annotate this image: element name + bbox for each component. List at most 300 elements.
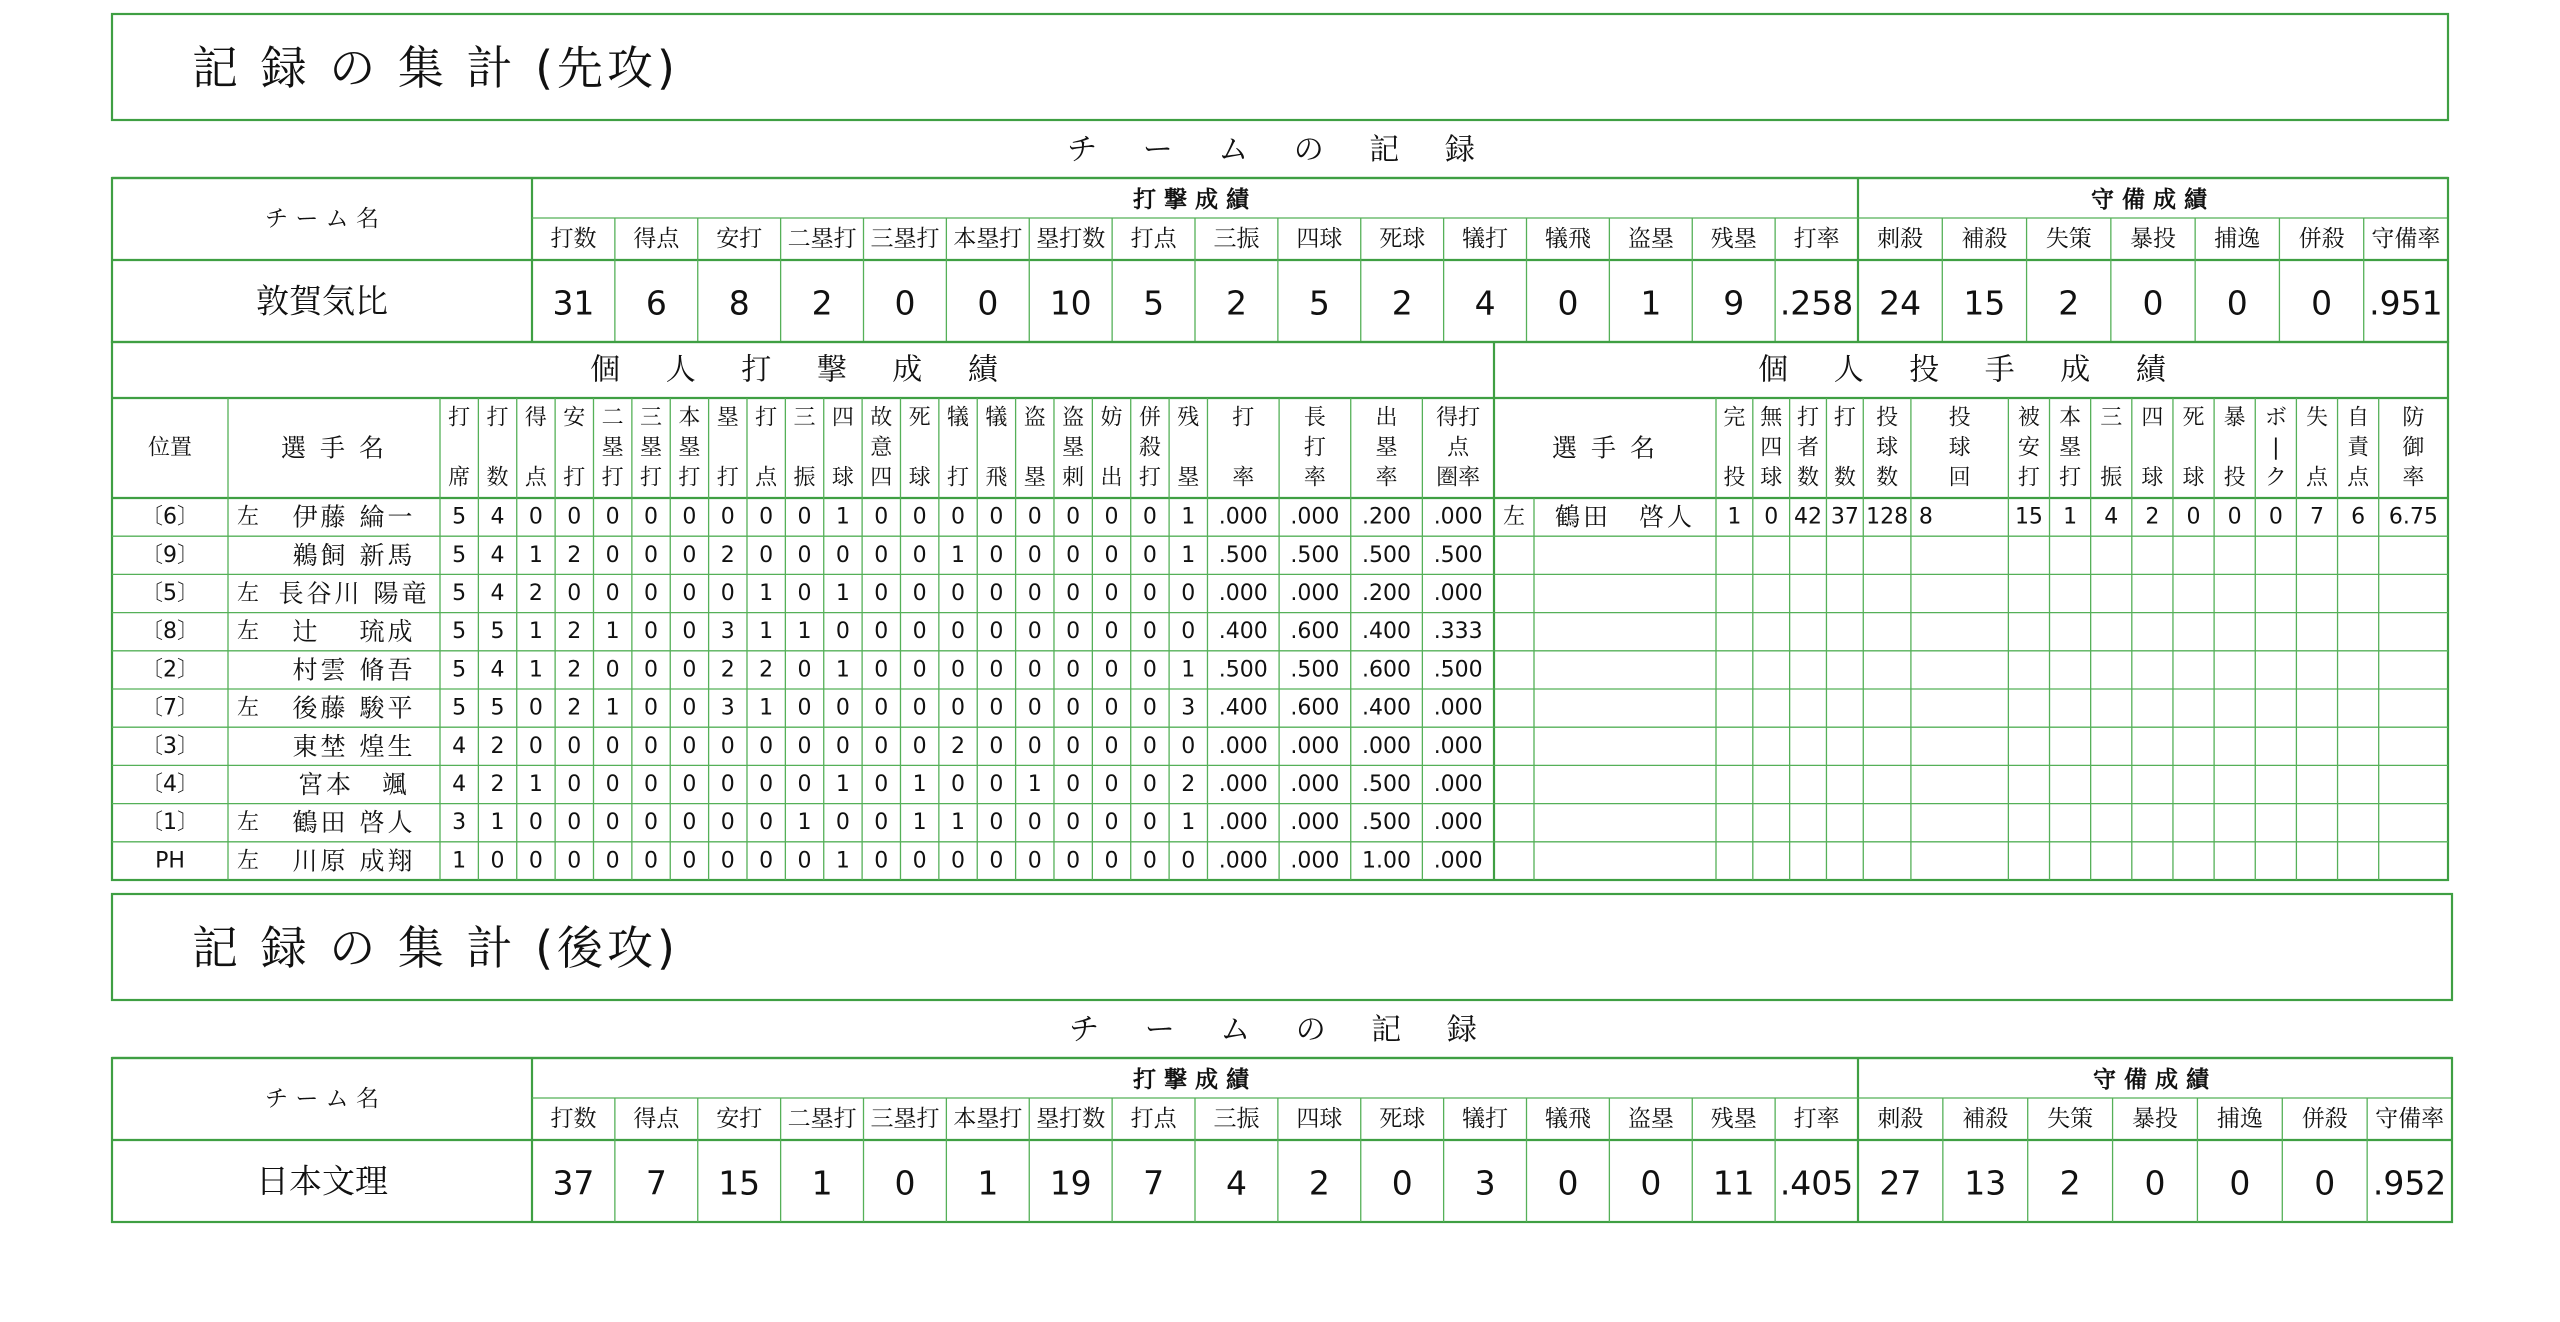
batter-stat: 0 — [644, 542, 659, 568]
batter-stat: 2 — [567, 619, 582, 645]
pitcher-stat: 4 — [2104, 504, 2119, 530]
pitching-col-header: 完 — [1723, 405, 1746, 431]
batter-stat: 0 — [874, 810, 889, 836]
batter-hand: 左 — [236, 619, 260, 645]
pitcher-stat: 6.75 — [2388, 504, 2438, 530]
pitching-col-header: 球 — [1760, 465, 1783, 491]
batter-stat: 4 — [490, 581, 505, 606]
batting-col-header: 三塁打 — [870, 226, 940, 252]
batter-stat: .000 — [1433, 733, 1483, 759]
batting-col-header: 塁打数 — [1036, 226, 1106, 252]
batter-stat: 0 — [567, 733, 582, 759]
batter-stat: 2 — [720, 542, 735, 568]
batter-stat: 0 — [1066, 657, 1081, 683]
batting-col-header: 刺 — [1062, 465, 1085, 491]
batter-stat: 0 — [1066, 772, 1081, 797]
fielding-col-header: 失策 — [2047, 1106, 2094, 1132]
batter-stat: 0 — [835, 695, 850, 721]
batter-name: 鵜飼 新馬 — [292, 540, 416, 570]
batting-col-header: 四 — [870, 465, 893, 491]
batter-stat: 0 — [1027, 848, 1042, 874]
pitching-col-header: 振 — [2100, 465, 2123, 491]
batter-stat: 0 — [759, 810, 774, 836]
batter-stat: 0 — [989, 581, 1004, 606]
team-fielding-value: 15 — [1963, 283, 2006, 323]
batter-stat: 1.00 — [1362, 848, 1412, 874]
batter-stat: 0 — [797, 772, 812, 797]
batter-stat: 0 — [989, 657, 1004, 683]
batting-col-header: 点 — [755, 465, 778, 491]
batter-stat: 0 — [1142, 542, 1157, 568]
batter-stat: 0 — [605, 772, 620, 797]
batter-stat: 0 — [951, 619, 966, 645]
batter-stat: 0 — [1027, 695, 1042, 721]
batting-col-header: 塁 — [1375, 435, 1398, 461]
batting-col-header: 球 — [831, 465, 854, 491]
batter-stat: 0 — [874, 772, 889, 797]
batting-col-header: 故 — [870, 405, 893, 431]
batter-stat: 0 — [644, 810, 659, 836]
batting-col-header: 打 — [486, 405, 509, 431]
team-batting-value: 0 — [1640, 1163, 1662, 1203]
batter-stat: 1 — [759, 619, 774, 645]
batter-stat: 5 — [452, 504, 467, 530]
batter-stat: 1 — [797, 619, 812, 645]
batter-stat: 0 — [1142, 848, 1157, 874]
batter-stat: 0 — [1066, 810, 1081, 836]
batting-col-header: 打 — [601, 465, 624, 491]
batter-stat: 0 — [1066, 733, 1081, 759]
batter-stat: 1 — [605, 619, 620, 645]
batter-stat: .500 — [1218, 657, 1268, 683]
batter-stat: .000 — [1433, 772, 1483, 797]
pitching-col-header: 点 — [2347, 465, 2370, 491]
team-fielding-value: 0 — [2142, 283, 2164, 323]
fielding-col-header: 守備率 — [2375, 1106, 2445, 1132]
batter-stat: 0 — [759, 504, 774, 530]
pitching-col-header: 数 — [1876, 465, 1899, 491]
batter-name: 川原 成翔 — [292, 846, 416, 876]
batter-stat: 0 — [835, 810, 850, 836]
position-label: 位置 — [147, 435, 193, 461]
team-batting-value: 19 — [1049, 1163, 1092, 1203]
batter-stat: .400 — [1218, 619, 1268, 645]
batting-col-header: 意 — [870, 435, 893, 461]
batter-stat: 0 — [682, 810, 697, 836]
batting-col-header: 飛 — [985, 465, 1008, 491]
fielding-col-header: 捕逸 — [2214, 226, 2261, 252]
batter-stat: 0 — [605, 542, 620, 568]
fielding-col-header: 刺殺 — [1877, 226, 1924, 252]
batter-stat: 0 — [605, 810, 620, 836]
batter-stat: 0 — [835, 733, 850, 759]
batter-stat: 0 — [528, 810, 543, 836]
batter-stat: .333 — [1433, 619, 1483, 645]
pitching-col-header: 三 — [2100, 405, 2123, 431]
batting-col-header: 打点 — [1130, 1106, 1177, 1132]
pitching-col-header: 球 — [2141, 465, 2164, 491]
batter-stat: .000 — [1290, 504, 1340, 530]
batter-stat: 0 — [567, 581, 582, 606]
batter-stat: 0 — [644, 504, 659, 530]
batter-stat: 1 — [1181, 810, 1196, 836]
batter-stat: 0 — [912, 581, 927, 606]
batting-col-header: 打 — [678, 465, 701, 491]
batter-stat: .000 — [1433, 695, 1483, 721]
batter-stat: 0 — [759, 772, 774, 797]
batting-col-header: 得打 — [1436, 405, 1481, 431]
batter-stat: 4 — [452, 733, 467, 759]
batter-stat: 0 — [1142, 772, 1157, 797]
individual-batting-title: 個 人 打 撃 成 績 — [590, 352, 1016, 388]
batter-stat: 0 — [989, 772, 1004, 797]
batter-stat: 0 — [912, 657, 927, 683]
batter-name: 辻 琉成 — [292, 617, 416, 647]
batter-hand: 左 — [236, 504, 260, 530]
batter-stat: 0 — [1027, 733, 1042, 759]
batting-col-header: 安打 — [716, 1106, 763, 1132]
batter-stat: 0 — [835, 619, 850, 645]
batter-stat: 4 — [490, 657, 505, 683]
pitching-col-header: 点 — [2305, 465, 2328, 491]
team-batting-value: .258 — [1779, 283, 1854, 323]
team-batting-value: 1 — [977, 1163, 999, 1203]
batter-position: 〔2〕 — [141, 657, 199, 683]
batter-stat: 2 — [1181, 772, 1196, 797]
team-name-label: チ ー ム 名 — [265, 1086, 379, 1112]
team-batting-value: 3 — [1474, 1163, 1496, 1203]
pitcher-name: 鶴田 啓人 — [1554, 502, 1696, 532]
team-batting-value: 4 — [1225, 1163, 1247, 1203]
individual-pitching-title: 個 人 投 手 成 績 — [1758, 352, 2184, 388]
batter-stat: 5 — [490, 695, 505, 721]
batter-stat: .000 — [1218, 504, 1268, 530]
batter-stat: 5 — [490, 619, 505, 645]
batting-col-header: 犠打 — [1462, 1106, 1509, 1132]
batter-stat: 0 — [1142, 581, 1157, 606]
batter-stat: 0 — [1027, 581, 1042, 606]
team-batting-value: 0 — [894, 1163, 916, 1203]
batting-col-header: 塁 — [1023, 465, 1046, 491]
batter-stat: .000 — [1218, 848, 1268, 874]
batting-col-header: 盗 — [1062, 405, 1085, 431]
batter-position: 〔8〕 — [141, 619, 199, 645]
batter-stat: 0 — [1104, 810, 1119, 836]
batter-stat: 5 — [452, 581, 467, 606]
batter-stat: 0 — [1066, 542, 1081, 568]
batting-col-header: 二塁打 — [787, 1106, 857, 1132]
batter-stat: .000 — [1218, 810, 1268, 836]
batter-stat: 0 — [644, 733, 659, 759]
batting-col-header: 打 — [947, 465, 970, 491]
batter-stat: 0 — [951, 504, 966, 530]
batter-stat: 0 — [720, 810, 735, 836]
batter-stat: 3 — [1181, 695, 1196, 721]
pitching-col-header: 者 — [1797, 435, 1820, 461]
batter-stat: 0 — [912, 848, 927, 874]
pitcher-stat: 2 — [2145, 504, 2160, 530]
batting-col-header: 塁 — [1062, 435, 1085, 461]
batter-stat: 1 — [605, 695, 620, 721]
batter-stat: .500 — [1433, 542, 1483, 568]
pitcher-stat: 128 — [1866, 504, 1909, 530]
batter-stat: 0 — [567, 772, 582, 797]
batter-stat: 0 — [989, 619, 1004, 645]
batter-stat: 0 — [989, 695, 1004, 721]
batter-position: 〔4〕 — [141, 772, 199, 797]
batter-name: 鶴田 啓人 — [292, 808, 416, 838]
batter-stat: 0 — [989, 848, 1004, 874]
batting-col-header: 三 — [793, 405, 816, 431]
batting-col-header: 塁 — [1177, 465, 1200, 491]
team-batting-value: 10 — [1049, 283, 1092, 323]
pitcher-stat: 0 — [2268, 504, 2283, 530]
batting-col-header: 残 — [1177, 405, 1200, 431]
batting-col-header: 打数 — [550, 226, 597, 252]
batting-col-header: 塁 — [678, 435, 701, 461]
batter-stat: 0 — [797, 581, 812, 606]
batting-col-header: 打率 — [1793, 226, 1840, 252]
batting-col-header: 打 — [755, 405, 778, 431]
fielding-label: 守備成績 — [2091, 187, 2215, 213]
batter-stat: 0 — [951, 695, 966, 721]
batting-col-header: 出 — [1375, 405, 1398, 431]
fielding-col-header: 補殺 — [1962, 1106, 2009, 1132]
batter-stat: 3 — [720, 695, 735, 721]
batter-stat: 1 — [528, 619, 543, 645]
batter-stat: 0 — [1142, 733, 1157, 759]
pitcher-stat: 1 — [2063, 504, 2078, 530]
batting-col-header: 三振 — [1213, 226, 1260, 252]
batter-stat: 0 — [989, 733, 1004, 759]
pitching-col-header: 投 — [1948, 405, 1971, 431]
batter-hand: 左 — [236, 810, 260, 836]
batter-stat: 0 — [912, 619, 927, 645]
batter-stat: 0 — [1066, 848, 1081, 874]
pitcher-stat: 0 — [1764, 504, 1779, 530]
batter-stat: 0 — [1066, 581, 1081, 606]
batter-stat: 0 — [1066, 504, 1081, 530]
batter-stat: 0 — [759, 542, 774, 568]
team-fielding-value: .952 — [2372, 1163, 2447, 1203]
batter-stat: 3 — [452, 810, 467, 836]
batting-col-header: 振 — [793, 465, 816, 491]
section-title: 記 録 の 集 計 (後攻) — [192, 921, 680, 975]
batting-col-header: 率 — [1303, 465, 1326, 491]
team-batting-value: 37 — [552, 1163, 595, 1203]
batter-stat: 1 — [1181, 657, 1196, 683]
fielding-col-header: 併殺 — [2298, 226, 2345, 252]
team-batting-value: 7 — [1143, 1163, 1165, 1203]
team-fielding-value: 24 — [1879, 283, 1922, 323]
batting-col-header: 盗 — [1023, 405, 1046, 431]
batter-stat: 0 — [1104, 657, 1119, 683]
team-fielding-value: 0 — [2314, 1163, 2336, 1203]
batting-col-header: 犠飛 — [1544, 226, 1591, 252]
team-fielding-value: 0 — [2229, 1163, 2251, 1203]
batter-stat: .000 — [1433, 504, 1483, 530]
batter-stat: 0 — [1181, 581, 1196, 606]
batter-position: 〔7〕 — [141, 695, 199, 721]
batting-col-header: 犠 — [985, 405, 1008, 431]
batter-stat: 0 — [605, 733, 620, 759]
batter-stat: .400 — [1362, 695, 1412, 721]
batter-stat: .000 — [1290, 810, 1340, 836]
batter-stat: 0 — [1142, 619, 1157, 645]
pitching-col-header: 御 — [2402, 435, 2425, 461]
pitcher-name-label: 選 手 名 — [1552, 433, 1658, 463]
batter-stat: 0 — [874, 695, 889, 721]
batting-col-header: 打 — [640, 465, 663, 491]
batter-stat: 0 — [720, 581, 735, 606]
pitching-col-header: 打 — [2017, 465, 2040, 491]
pitcher-stat: 7 — [2309, 504, 2324, 530]
team-fielding-value: 0 — [2144, 1163, 2166, 1203]
batter-stat: .500 — [1362, 772, 1412, 797]
team-name: 敦賀気比 — [256, 281, 388, 321]
team-batting-value: 0 — [1557, 283, 1579, 323]
batter-position: 〔1〕 — [141, 810, 199, 836]
batter-stat: .000 — [1433, 848, 1483, 874]
batting-col-header: 数 — [486, 465, 509, 491]
batter-stat: 0 — [644, 619, 659, 645]
batter-stat: 0 — [797, 542, 812, 568]
batter-stat: 1 — [490, 810, 505, 836]
team-batting-value: 5 — [1308, 283, 1330, 323]
batting-col-header: 死 — [908, 405, 931, 431]
batter-stat: 0 — [1104, 695, 1119, 721]
batter-stat: .500 — [1290, 542, 1340, 568]
batter-stat: 0 — [1104, 619, 1119, 645]
batter-stat: 0 — [797, 504, 812, 530]
batter-stat: 0 — [874, 657, 889, 683]
batter-name: 宮本 颯 — [297, 770, 411, 799]
batter-stat: .500 — [1290, 657, 1340, 683]
batter-stat: 0 — [797, 848, 812, 874]
team-batting-value: 2 — [1391, 283, 1413, 323]
pitching-col-header: 投 — [1876, 405, 1899, 431]
team-batting-value: 5 — [1143, 283, 1165, 323]
team-batting-value: 0 — [977, 283, 999, 323]
batter-stat: 0 — [1181, 848, 1196, 874]
team-batting-value: 4 — [1474, 283, 1496, 323]
batting-col-header: 打率 — [1793, 1106, 1840, 1132]
fielding-col-header: 暴投 — [2130, 226, 2176, 252]
batter-stat: .500 — [1433, 657, 1483, 683]
batting-col-header: 併 — [1138, 405, 1161, 431]
batting-col-header: 安 — [563, 405, 586, 431]
batter-stat: 1 — [835, 581, 850, 606]
batter-stat: 1 — [759, 695, 774, 721]
batter-stat: 0 — [759, 733, 774, 759]
batter-stat: 0 — [720, 772, 735, 797]
pitching-col-header: 数 — [1833, 465, 1856, 491]
batter-stat: 0 — [912, 695, 927, 721]
fielding-col-header: 併殺 — [2301, 1106, 2348, 1132]
pitching-col-header: 自 — [2347, 405, 2370, 431]
batter-stat: 1 — [835, 504, 850, 530]
pitching-col-header: 被 — [2017, 405, 2040, 431]
batter-stat: .000 — [1362, 733, 1412, 759]
team-batting-value: 1 — [811, 1163, 833, 1203]
batter-stat: .500 — [1362, 542, 1412, 568]
batter-stat: 0 — [912, 504, 927, 530]
batter-stat: .500 — [1362, 810, 1412, 836]
batter-stat: 0 — [797, 733, 812, 759]
batter-stat: 4 — [490, 542, 505, 568]
team-fielding-value: 13 — [1964, 1163, 2007, 1203]
batter-stat: .600 — [1362, 657, 1412, 683]
batter-stat: 0 — [605, 657, 620, 683]
batter-stat: 5 — [452, 619, 467, 645]
batter-stat: 0 — [682, 619, 697, 645]
batter-stat: 0 — [759, 848, 774, 874]
pitching-col-header: | — [2272, 435, 2280, 461]
batter-stat: .200 — [1362, 504, 1412, 530]
batter-stat: 0 — [528, 504, 543, 530]
fielding-label: 守備成績 — [2093, 1067, 2217, 1093]
batter-stat: 0 — [874, 733, 889, 759]
batter-stat: 2 — [567, 695, 582, 721]
fielding-col-header: 補殺 — [1961, 226, 2008, 252]
team-fielding-value: 27 — [1879, 1163, 1922, 1203]
batter-stat: 0 — [1181, 619, 1196, 645]
batter-stat: 0 — [644, 657, 659, 683]
team-batting-value: .405 — [1779, 1163, 1854, 1203]
batting-col-header: 三 — [640, 405, 663, 431]
team-record-title: チ ー ム の 記 録 — [1069, 1012, 1495, 1048]
batter-stat: 0 — [989, 810, 1004, 836]
batter-stat: 1 — [1181, 542, 1196, 568]
batting-col-header: 二塁打 — [787, 226, 857, 252]
batter-name: 村雲 脩吾 — [292, 655, 416, 685]
batting-col-header: 打 — [1232, 405, 1255, 431]
batter-stat: 0 — [989, 542, 1004, 568]
batter-stat: 1 — [797, 810, 812, 836]
batter-stat: 0 — [682, 542, 697, 568]
batter-stat: 2 — [951, 733, 966, 759]
batting-label: 打撃成績 — [1133, 187, 1257, 213]
batter-stat: .000 — [1433, 581, 1483, 606]
team-fielding-value: .951 — [2369, 283, 2443, 323]
batter-stat: 0 — [797, 657, 812, 683]
team-batting-value: 1 — [1640, 283, 1662, 323]
batting-col-header: 本塁打 — [953, 226, 1023, 252]
batter-stat: 0 — [1027, 810, 1042, 836]
batter-stat: 0 — [682, 848, 697, 874]
team-batting-value: 8 — [728, 283, 750, 323]
team-name: 日本文理 — [256, 1161, 388, 1201]
batter-stat: .000 — [1433, 810, 1483, 836]
batting-col-header: 殺 — [1138, 435, 1161, 461]
batting-col-header: 打 — [1138, 465, 1161, 491]
batting-col-header: 残塁 — [1710, 1106, 1757, 1132]
batting-col-header: 死球 — [1379, 226, 1426, 252]
batter-stat: 0 — [951, 581, 966, 606]
batter-stat: 1 — [835, 848, 850, 874]
batting-col-header: 塁 — [640, 435, 663, 461]
batter-stat: 0 — [951, 657, 966, 683]
batter-position: 〔3〕 — [141, 733, 199, 759]
batter-stat: 0 — [1027, 619, 1042, 645]
pitching-col-header: 暴 — [2223, 405, 2246, 431]
batter-stat: 0 — [682, 695, 697, 721]
batter-stat: 0 — [951, 848, 966, 874]
batting-col-header: 本 — [678, 405, 701, 431]
batter-stat: 2 — [759, 657, 774, 683]
team-fielding-value: 0 — [2311, 283, 2333, 323]
fielding-col-header: 失策 — [2045, 226, 2092, 252]
